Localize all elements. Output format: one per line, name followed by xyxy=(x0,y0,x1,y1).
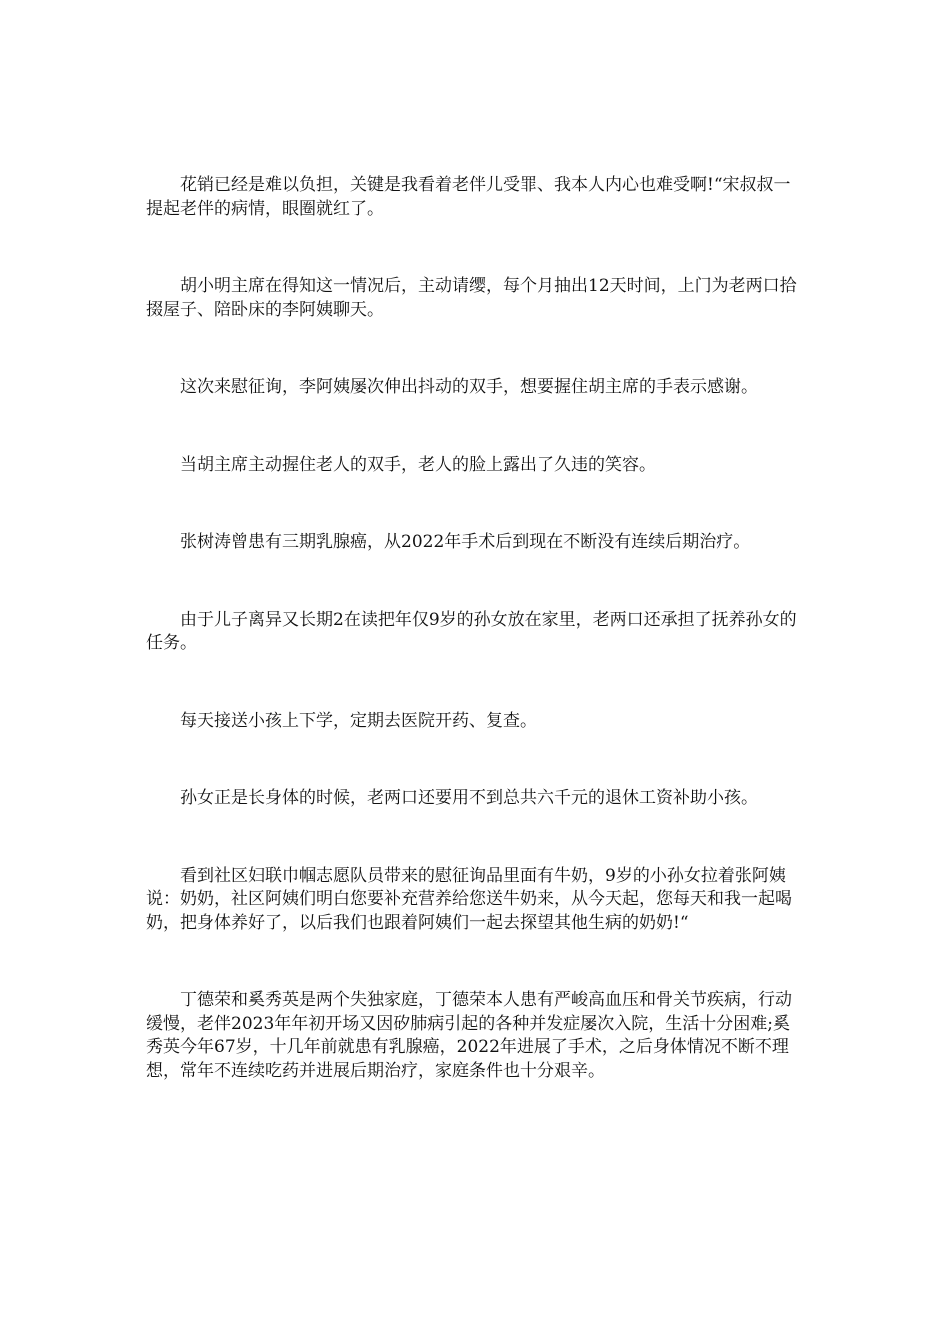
paragraph: 这次来慰征询，李阿姨屡次伸出抖动的双手，想要握住胡主席的手表示感谢。 xyxy=(180,377,758,397)
paragraph: 每天接送小孩上下学，定期去医院开药、复查。 xyxy=(180,710,537,731)
paragraph: 丁德荣和奚秀英是两个失独家庭，丁德荣本人患有严峻高血压和骨关节疾病，行动缓慢，老伴2023年年初开场又因矽肺病引起的各种并发症屡次入院，生活十分困难;奚秀英今年67岁，十几年前就患有乳腺癌，2022年进展了手术，之后身体情况不断不理想，常年不连续吃药并进展后期治疗，家庭条件也十分艰辛。 xyxy=(146,990,792,1081)
paragraph: 花销已经是难以负担，关键是我看着老伴儿受罪、我本人内心也难受啊!“宋叔叔一提起老伴的病情，眼圈就红了。 xyxy=(146,175,791,219)
document-body xyxy=(146,174,806,1137)
paragraph: 张树涛曾患有三期乳腺癌，从2022年手术后到现在不断没有连续后期治疗。 xyxy=(180,532,751,552)
paragraph: 孙女正是长身体的时候，老两口还要用不到总共六千元的退休工资补助小孩。 xyxy=(180,788,758,808)
paragraph: 看到社区妇联巾帼志愿队员带来的慰征询品里面有牛奶，9岁的小孙女拉着张阿姨说：奶奶，社区阿姨们明白您要补充营养给您送牛奶来，从今天起，您每天和我一起喝奶，把身体养好了，以后我们也跟着阿姨们一起去探望其他生病的奶奶!“ xyxy=(146,865,792,933)
paragraph: 当胡主席主动握住老人的双手，老人的脸上露出了久违的笑容。 xyxy=(180,454,656,475)
paragraph: 由于儿子离异又长期2在读把年仅9岁的孙女放在家里，老两口还承担了抚养孙女的任务。 xyxy=(146,609,797,653)
paragraph: 胡小明主席在得知这一情况后，主动请缨，每个月抽出12天时间，上门为老两口拾掇屋子、陪卧床的李阿姨聊天。 xyxy=(146,276,797,320)
